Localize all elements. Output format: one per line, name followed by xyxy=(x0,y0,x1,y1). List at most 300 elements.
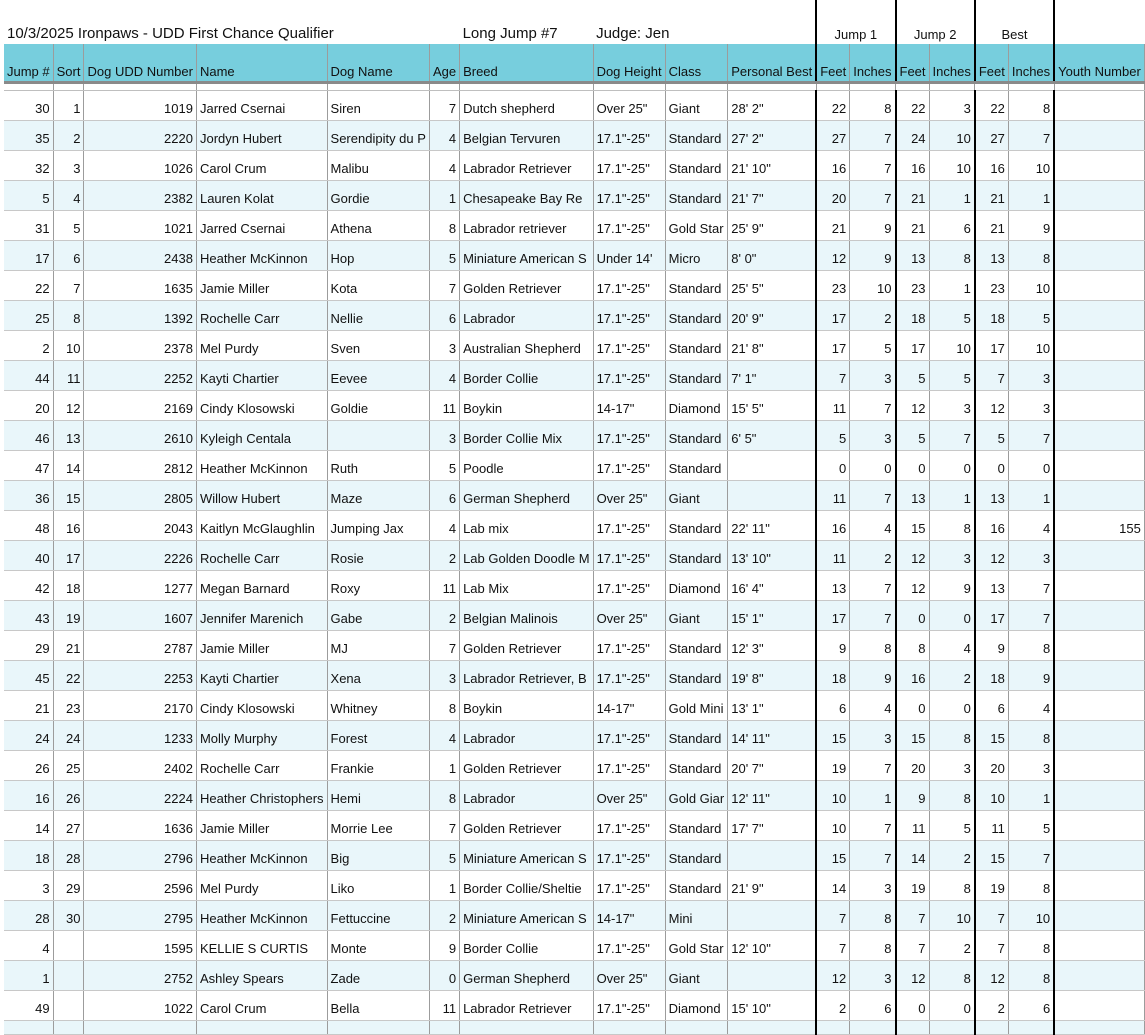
cell-breed: Poodle xyxy=(460,450,593,480)
cell-youth-number xyxy=(1054,480,1144,510)
cell-name: Heather McKinnon xyxy=(196,240,327,270)
cell-name: Mel Purdy xyxy=(196,870,327,900)
cell-jump2-inches: 10 xyxy=(929,120,975,150)
cell-dog-height: 17.1"-25" xyxy=(593,870,665,900)
cell-breed: Labrador Retriever, B xyxy=(460,660,593,690)
cell-udd-number: 2169 xyxy=(84,390,196,420)
cell-class: Standard xyxy=(665,300,728,330)
cell-jump2-inches: 0 xyxy=(929,690,975,720)
cell-dog-height: 17.1"-25" xyxy=(593,180,665,210)
cell-dog-name: Monte xyxy=(327,930,429,960)
cell-jump1-inches: 4 xyxy=(850,690,896,720)
cell-personal-best: 15' 5" xyxy=(728,390,816,420)
table-row xyxy=(4,180,1144,210)
cell-personal-best: 15' 1" xyxy=(728,600,816,630)
cell-class: Standard xyxy=(665,630,728,660)
cell-best-feet: 12 xyxy=(975,540,1009,570)
cell-best-inches: 4 xyxy=(1008,690,1054,720)
cell-dog-height: 17.1"-25" xyxy=(593,570,665,600)
cell-jump2-feet: 5 xyxy=(896,360,930,390)
cell-age: 2 xyxy=(429,600,459,630)
cell-best-inches: 6 xyxy=(1008,990,1054,1020)
cell-class: Standard xyxy=(665,720,728,750)
cell-breed: Lab Mix xyxy=(460,570,593,600)
cell-age: 4 xyxy=(429,720,459,750)
cell-best-feet: 6 xyxy=(975,690,1009,720)
cell-jump1-feet: 12 xyxy=(816,960,850,990)
cell-best-inches: 5 xyxy=(1008,810,1054,840)
cell-dog-height: 17.1"-25" xyxy=(593,330,665,360)
table-row xyxy=(4,300,1144,330)
cell-dog-name: Maze xyxy=(327,480,429,510)
table-row xyxy=(4,510,1144,540)
cell-jump1-inches: 10 xyxy=(850,270,896,300)
cell-dog-name: Roxy xyxy=(327,570,429,600)
cell-dog-height: 17.1"-25" xyxy=(593,930,665,960)
header-dog-name: Dog Name xyxy=(327,44,429,82)
cell-breed: Border Collie Mix xyxy=(460,420,593,450)
cell-class: Gold Star xyxy=(665,930,728,960)
cell-best-feet: 17 xyxy=(975,600,1009,630)
table-row xyxy=(4,990,1144,1020)
cell-dog-height: 17.1"-25" xyxy=(593,450,665,480)
cell-jump1-feet: 17 xyxy=(816,600,850,630)
cell-jump1-inches: 7 xyxy=(850,750,896,780)
spacer-cell xyxy=(429,82,459,90)
cell-udd-number: 2253 xyxy=(84,660,196,690)
cell-jump2-feet: 5 xyxy=(896,420,930,450)
cell-best-feet: 7 xyxy=(975,360,1009,390)
cell-jump2-feet: 17 xyxy=(896,330,930,360)
cell-jump2-inches: 0 xyxy=(929,600,975,630)
cell-jump2-inches: 5 xyxy=(929,810,975,840)
cell-breed: Golden Retriever xyxy=(460,750,593,780)
cell-name: Kayti Chartier xyxy=(196,360,327,390)
cell-name: Kayti Chartier xyxy=(196,660,327,690)
cell-dog-name: Fettuccine xyxy=(327,900,429,930)
cell-jump1-inches: 1 xyxy=(850,780,896,810)
spacer-cell xyxy=(593,82,665,90)
cell-jump2-inches: 7 xyxy=(929,420,975,450)
cell-breed: Border Collie/Sheltie xyxy=(460,870,593,900)
cell-name: Rochelle Carr xyxy=(196,750,327,780)
cell-jump-number: 17 xyxy=(4,240,53,270)
header-name: Name xyxy=(196,44,327,82)
cell-breed: German Shepherd xyxy=(460,960,593,990)
cell-sort: 13 xyxy=(53,420,84,450)
cell-udd-number: 1022 xyxy=(84,990,196,1020)
table-row xyxy=(4,960,1144,990)
cell-dog-name: Athena xyxy=(327,210,429,240)
empty-cell xyxy=(429,1020,459,1034)
cell-personal-best: 25' 9" xyxy=(728,210,816,240)
cell-dog-name: Bella xyxy=(327,990,429,1020)
cell-jump1-inches: 2 xyxy=(850,300,896,330)
cell-age: 2 xyxy=(429,540,459,570)
table-row xyxy=(4,120,1144,150)
empty-cell xyxy=(1008,1020,1054,1034)
cell-breed: Dutch shepherd xyxy=(460,90,593,120)
cell-class: Standard xyxy=(665,810,728,840)
empty-cell xyxy=(816,1020,850,1034)
header-best-feet: Feet xyxy=(975,44,1009,82)
cell-age: 0 xyxy=(429,960,459,990)
cell-youth-number xyxy=(1054,690,1144,720)
cell-personal-best: 28' 2" xyxy=(728,90,816,120)
cell-jump1-feet: 6 xyxy=(816,690,850,720)
cell-jump2-feet: 9 xyxy=(896,780,930,810)
table-row xyxy=(4,210,1144,240)
cell-jump-number: 47 xyxy=(4,450,53,480)
cell-class: Standard xyxy=(665,540,728,570)
cell-udd-number: 2596 xyxy=(84,870,196,900)
empty-cell xyxy=(929,1020,975,1034)
cell-jump1-feet: 11 xyxy=(816,390,850,420)
cell-dog-height: Under 14' xyxy=(593,240,665,270)
cell-jump2-inches: 0 xyxy=(929,450,975,480)
cell-jump2-feet: 22 xyxy=(896,90,930,120)
cell-udd-number: 2252 xyxy=(84,360,196,390)
cell-age: 1 xyxy=(429,180,459,210)
cell-best-feet: 13 xyxy=(975,240,1009,270)
cell-personal-best: 13' 1" xyxy=(728,690,816,720)
cell-jump1-feet: 17 xyxy=(816,330,850,360)
cell-best-inches: 3 xyxy=(1008,750,1054,780)
cell-class: Standard xyxy=(665,510,728,540)
cell-best-inches: 8 xyxy=(1008,720,1054,750)
cell-jump1-feet: 16 xyxy=(816,510,850,540)
cell-jump-number: 22 xyxy=(4,270,53,300)
cell-dog-name xyxy=(327,420,429,450)
cell-jump1-inches: 7 xyxy=(850,150,896,180)
cell-breed: Boykin xyxy=(460,390,593,420)
cell-dog-height: Over 25" xyxy=(593,960,665,990)
cell-udd-number: 2382 xyxy=(84,180,196,210)
cell-class: Standard xyxy=(665,450,728,480)
cell-jump1-feet: 18 xyxy=(816,660,850,690)
cell-jump-number: 30 xyxy=(4,90,53,120)
cell-best-inches: 1 xyxy=(1008,480,1054,510)
header-dog-height: Dog Height xyxy=(593,44,665,82)
table-row xyxy=(4,390,1144,420)
cell-dog-name: Big xyxy=(327,840,429,870)
cell-class: Standard xyxy=(665,270,728,300)
table-row xyxy=(4,330,1144,360)
header-jump2-inches: Inches xyxy=(929,44,975,82)
empty-cell xyxy=(327,1020,429,1034)
cell-personal-best: 13' 10" xyxy=(728,540,816,570)
cell-jump1-feet: 23 xyxy=(816,270,850,300)
cell-personal-best: 12' 11" xyxy=(728,780,816,810)
cell-personal-best xyxy=(728,840,816,870)
cell-best-inches: 4 xyxy=(1008,510,1054,540)
cell-breed: Boykin xyxy=(460,690,593,720)
cell-best-inches: 3 xyxy=(1008,360,1054,390)
empty-cell xyxy=(665,1020,728,1034)
cell-age: 8 xyxy=(429,210,459,240)
cell-class: Standard xyxy=(665,180,728,210)
cell-sort: 27 xyxy=(53,810,84,840)
cell-name: KELLIE S CURTIS xyxy=(196,930,327,960)
cell-dog-name: Kota xyxy=(327,270,429,300)
cell-youth-number xyxy=(1054,330,1144,360)
empty-cell xyxy=(53,1020,84,1034)
cell-udd-number: 1595 xyxy=(84,930,196,960)
cell-udd-number: 1021 xyxy=(84,210,196,240)
cell-age: 7 xyxy=(429,90,459,120)
cell-udd-number: 1636 xyxy=(84,810,196,840)
cell-dog-height: 17.1"-25" xyxy=(593,720,665,750)
cell-personal-best xyxy=(728,900,816,930)
cell-youth-number xyxy=(1054,270,1144,300)
cell-class: Giant xyxy=(665,600,728,630)
cell-class: Standard xyxy=(665,750,728,780)
cell-class: Giant xyxy=(665,960,728,990)
cell-best-inches: 3 xyxy=(1008,390,1054,420)
cell-best-feet: 17 xyxy=(975,330,1009,360)
cell-name: Molly Murphy xyxy=(196,720,327,750)
cell-jump-number: 44 xyxy=(4,360,53,390)
cell-jump2-inches: 8 xyxy=(929,720,975,750)
cell-udd-number: 2438 xyxy=(84,240,196,270)
cell-udd-number: 1635 xyxy=(84,270,196,300)
cell-jump1-inches: 0 xyxy=(850,450,896,480)
cell-jump1-inches: 7 xyxy=(850,480,896,510)
cell-dog-name: Eevee xyxy=(327,360,429,390)
cell-best-feet: 21 xyxy=(975,210,1009,240)
title-row xyxy=(4,0,1144,44)
cell-dog-name: Hemi xyxy=(327,780,429,810)
cell-age: 6 xyxy=(429,480,459,510)
table-row xyxy=(4,480,1144,510)
header-personal-best: Personal Best xyxy=(728,44,816,82)
cell-best-feet: 12 xyxy=(975,960,1009,990)
cell-sort: 5 xyxy=(53,210,84,240)
empty-cell xyxy=(975,1020,1009,1034)
cell-youth-number xyxy=(1054,150,1144,180)
cell-dog-name: Malibu xyxy=(327,150,429,180)
table-row xyxy=(4,360,1144,390)
cell-dog-height: 17.1"-25" xyxy=(593,150,665,180)
cell-best-inches: 9 xyxy=(1008,210,1054,240)
cell-personal-best xyxy=(728,960,816,990)
cell-dog-name: Xena xyxy=(327,660,429,690)
table-row xyxy=(4,690,1144,720)
cell-breed: Chesapeake Bay Re xyxy=(460,180,593,210)
cell-best-inches: 5 xyxy=(1008,300,1054,330)
cell-jump1-inches: 3 xyxy=(850,360,896,390)
cell-breed: Labrador retriever xyxy=(460,210,593,240)
cell-dog-name: Zade xyxy=(327,960,429,990)
cell-best-feet: 18 xyxy=(975,300,1009,330)
cell-udd-number: 1233 xyxy=(84,720,196,750)
cell-age: 7 xyxy=(429,810,459,840)
cell-jump-number: 49 xyxy=(4,990,53,1020)
cell-name: Kyleigh Centala xyxy=(196,420,327,450)
table-row xyxy=(4,540,1144,570)
cell-jump1-feet: 14 xyxy=(816,870,850,900)
cell-jump1-inches: 3 xyxy=(850,960,896,990)
cell-class: Standard xyxy=(665,420,728,450)
cell-age: 11 xyxy=(429,390,459,420)
cell-jump1-inches: 7 xyxy=(850,180,896,210)
cell-youth-number xyxy=(1054,120,1144,150)
cell-youth-number xyxy=(1054,900,1144,930)
cell-jump1-inches: 5 xyxy=(850,330,896,360)
cell-dog-height: 17.1"-25" xyxy=(593,750,665,780)
cell-name: Lauren Kolat xyxy=(196,180,327,210)
cell-best-inches: 1 xyxy=(1008,780,1054,810)
cell-jump1-inches: 9 xyxy=(850,240,896,270)
cell-name: Heather McKinnon xyxy=(196,450,327,480)
cell-jump2-feet: 7 xyxy=(896,900,930,930)
cell-name: Jamie Miller xyxy=(196,810,327,840)
cell-breed: German Shepherd xyxy=(460,480,593,510)
spacer-cell xyxy=(896,82,930,90)
cell-dog-height: 17.1"-25" xyxy=(593,990,665,1020)
cell-class: Standard xyxy=(665,330,728,360)
cell-jump-number: 32 xyxy=(4,150,53,180)
cell-age: 5 xyxy=(429,840,459,870)
cell-breed: Golden Retriever xyxy=(460,630,593,660)
judge-title: Judge: Jen xyxy=(596,25,670,42)
cell-breed: Golden Retriever xyxy=(460,270,593,300)
cell-dog-name: Forest xyxy=(327,720,429,750)
cell-jump2-inches: 3 xyxy=(929,390,975,420)
cell-jump-number: 36 xyxy=(4,480,53,510)
cell-jump-number: 42 xyxy=(4,570,53,600)
cell-name: Heather McKinnon xyxy=(196,840,327,870)
cell-udd-number: 2043 xyxy=(84,510,196,540)
cell-best-feet: 20 xyxy=(975,750,1009,780)
spacer-cell xyxy=(850,82,896,90)
cell-best-inches: 8 xyxy=(1008,870,1054,900)
spacer-cell xyxy=(460,82,593,90)
cell-jump1-inches: 3 xyxy=(850,870,896,900)
cell-youth-number xyxy=(1054,360,1144,390)
spacer-cell xyxy=(929,82,975,90)
cell-age: 6 xyxy=(429,300,459,330)
cell-dog-height: 17.1"-25" xyxy=(593,420,665,450)
spacer-cell xyxy=(53,82,84,90)
cell-breed: Labrador Retriever xyxy=(460,990,593,1020)
cell-jump1-inches: 7 xyxy=(850,600,896,630)
cell-jump-number: 16 xyxy=(4,780,53,810)
cell-best-feet: 15 xyxy=(975,840,1009,870)
cell-breed: Lab mix xyxy=(460,510,593,540)
cell-jump2-inches: 4 xyxy=(929,630,975,660)
cell-jump2-feet: 15 xyxy=(896,510,930,540)
spacer-cell xyxy=(1054,82,1144,90)
table-row xyxy=(4,780,1144,810)
cell-youth-number xyxy=(1054,180,1144,210)
cell-youth-number xyxy=(1054,990,1144,1020)
cell-jump1-feet: 27 xyxy=(816,120,850,150)
cell-dog-name: Gabe xyxy=(327,600,429,630)
cell-breed: Labrador xyxy=(460,720,593,750)
empty-cell xyxy=(1054,1020,1144,1034)
cell-best-inches: 8 xyxy=(1008,930,1054,960)
cell-jump-number: 45 xyxy=(4,660,53,690)
cell-dog-height: 17.1"-25" xyxy=(593,120,665,150)
table-row xyxy=(4,150,1144,180)
cell-dog-name: Liko xyxy=(327,870,429,900)
cell-youth-number xyxy=(1054,840,1144,870)
cell-breed: Labrador Retriever xyxy=(460,150,593,180)
cell-dog-height: 17.1"-25" xyxy=(593,540,665,570)
cell-age: 3 xyxy=(429,420,459,450)
cell-sort: 16 xyxy=(53,510,84,540)
cell-jump2-feet: 20 xyxy=(896,750,930,780)
cell-jump1-feet: 12 xyxy=(816,240,850,270)
cell-dog-height: 17.1"-25" xyxy=(593,810,665,840)
table-row xyxy=(4,750,1144,780)
cell-youth-number xyxy=(1054,600,1144,630)
cell-jump1-feet: 21 xyxy=(816,210,850,240)
header-udd-number: Dog UDD Number xyxy=(84,44,196,82)
cell-best-inches: 9 xyxy=(1008,660,1054,690)
cell-jump-number: 18 xyxy=(4,840,53,870)
cell-class: Giant xyxy=(665,90,728,120)
cell-udd-number: 2796 xyxy=(84,840,196,870)
cell-jump1-feet: 7 xyxy=(816,930,850,960)
cell-personal-best: 16' 4" xyxy=(728,570,816,600)
cell-dog-height: 17.1"-25" xyxy=(593,270,665,300)
cell-name: Jennifer Marenich xyxy=(196,600,327,630)
cell-sort: 7 xyxy=(53,270,84,300)
cell-jump2-feet: 16 xyxy=(896,660,930,690)
cell-dog-name: Sven xyxy=(327,330,429,360)
header-breed: Breed xyxy=(460,44,593,82)
cell-personal-best: 20' 7" xyxy=(728,750,816,780)
header-sort: Sort xyxy=(53,44,84,82)
cell-youth-number xyxy=(1054,660,1144,690)
cell-class: Standard xyxy=(665,360,728,390)
cell-best-inches: 3 xyxy=(1008,540,1054,570)
cell-sort xyxy=(53,930,84,960)
cell-sort: 14 xyxy=(53,450,84,480)
cell-class: Gold Mini xyxy=(665,690,728,720)
cell-age: 8 xyxy=(429,690,459,720)
cell-jump2-inches: 1 xyxy=(929,270,975,300)
cell-age: 3 xyxy=(429,660,459,690)
cell-jump-number: 46 xyxy=(4,420,53,450)
cell-name: Carol Crum xyxy=(196,150,327,180)
cell-dog-height: 17.1"-25" xyxy=(593,300,665,330)
cell-youth-number xyxy=(1054,300,1144,330)
cell-personal-best: 15' 10" xyxy=(728,990,816,1020)
cell-jump1-feet: 19 xyxy=(816,750,850,780)
cell-jump1-feet: 7 xyxy=(816,900,850,930)
cell-dog-name: Jumping Jax xyxy=(327,510,429,540)
title-blank-cell xyxy=(1054,0,1144,44)
cell-sort: 28 xyxy=(53,840,84,870)
cell-youth-number xyxy=(1054,870,1144,900)
cell-youth-number xyxy=(1054,810,1144,840)
cell-dog-name: Gordie xyxy=(327,180,429,210)
cell-jump2-feet: 18 xyxy=(896,300,930,330)
cell-sort: 29 xyxy=(53,870,84,900)
cell-jump2-inches: 1 xyxy=(929,480,975,510)
cell-jump2-inches: 8 xyxy=(929,240,975,270)
cell-jump1-feet: 15 xyxy=(816,840,850,870)
cell-sort: 15 xyxy=(53,480,84,510)
cell-jump2-feet: 15 xyxy=(896,720,930,750)
cell-dog-height: 17.1"-25" xyxy=(593,510,665,540)
cell-breed: Belgian Tervuren xyxy=(460,120,593,150)
cell-jump1-feet: 16 xyxy=(816,150,850,180)
cell-dog-height: 17.1"-25" xyxy=(593,360,665,390)
